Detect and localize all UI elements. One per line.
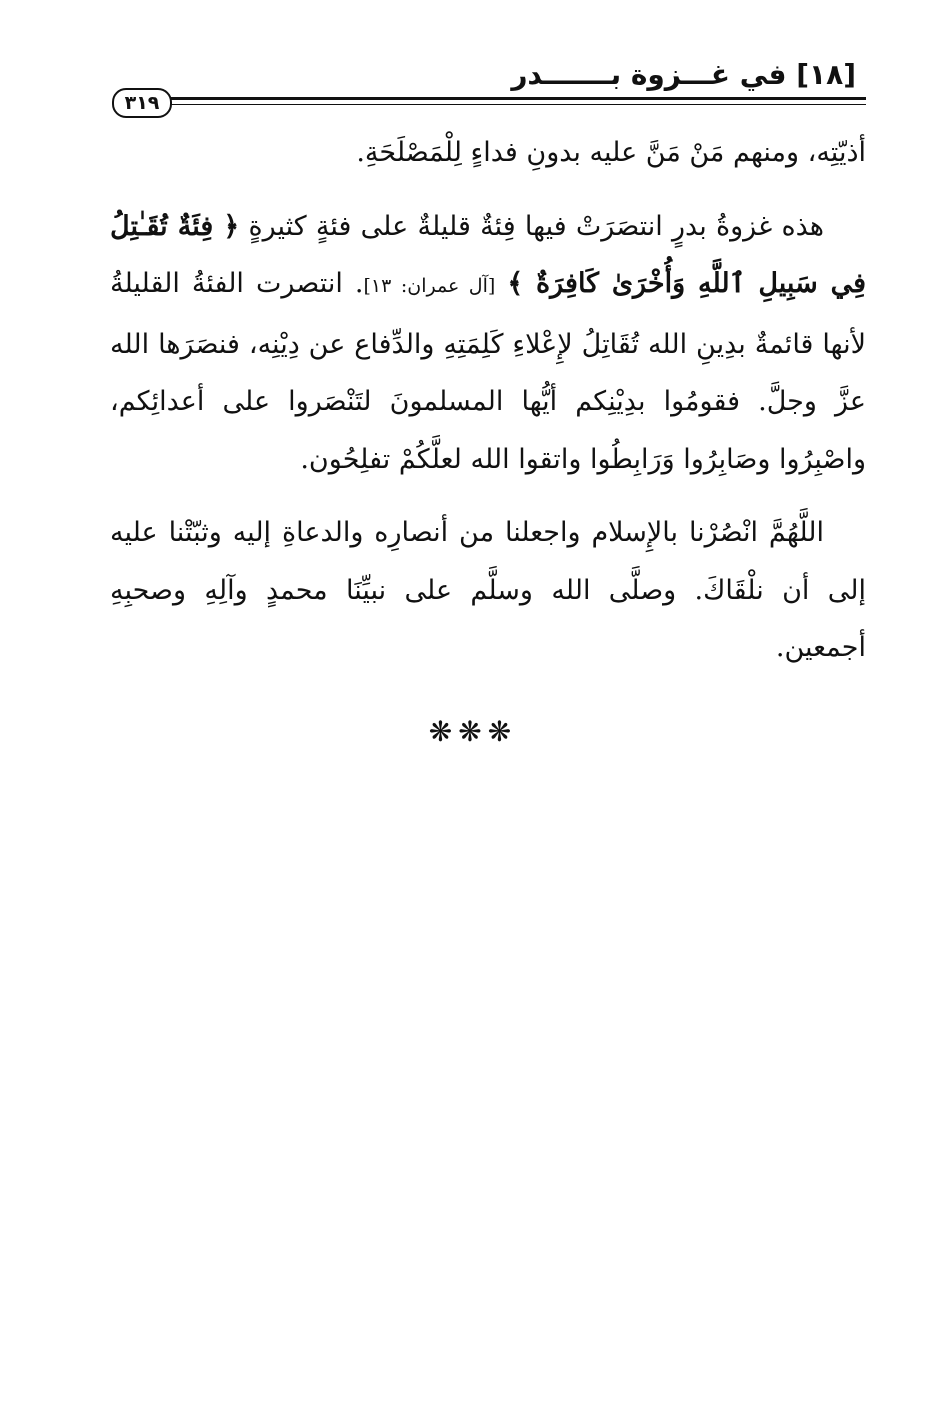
paragraph-3: اللَّهُمَّ انْصُرْنا بالإِسلام واجعلنا من أنصارِه والدعاةِ إليه وثبّتْنا عليه إلى أن نلْقَاكَ. وصلَّى الله وسلَّم على نبيِّنَا محمدٍ وآلِهِ وصحبِهِ أجمعين. (110, 517, 866, 663)
body-text (110, 124, 866, 677)
header-rule-thin (160, 104, 866, 105)
page-number: ٣١٩ (112, 88, 172, 118)
paragraph-2 (110, 198, 866, 489)
paragraph-2-rest: . انتصرت الفئةُ القليلةُ لأنها قائمةٌ بدِينِ الله تُقَاتِلُ لإِعْلاءِ كَلِمَتِهِ والدِّفاع عن دِيْنِه، فنصَرَها الله عزَّ وجلَّ. فقومُوا بدِيْنِكم أيُّها المسلمونَ لتَنْصَروا على أعدائِكم، واصْبِرُوا وصَابِرُوا وَرَابِطُوا واتقوا الله لعلَّكُمْ تفلِحُون. (110, 268, 866, 475)
verse-citation: [آل عمران: ١٣] (363, 275, 496, 297)
chapter-title: [١٨] في غـــزوة بـــــــدر (511, 58, 856, 91)
quran-verse: ﴿ فِئَةٌ تُقَـٰتِلُ فِي سَبِيلِ ٱللَّهِ وَأُخْرَىٰ كَافِرَةٌ ﴾ (110, 210, 866, 299)
section-separator: ❋❋❋ (428, 715, 518, 748)
paragraph-1: أذيّتِه، ومنهم مَنْ مَنَّ عليه بدونِ فداءٍ لِلْمَصْلَحَةِ. (356, 137, 866, 168)
paragraph-2-intro: هذه غزوةُ بدرٍ انتصَرَتْ فيها فِئةٌ قليلةٌ على فئةٍ كثيرةٍ (248, 210, 825, 242)
header-rule-thick (160, 97, 866, 100)
